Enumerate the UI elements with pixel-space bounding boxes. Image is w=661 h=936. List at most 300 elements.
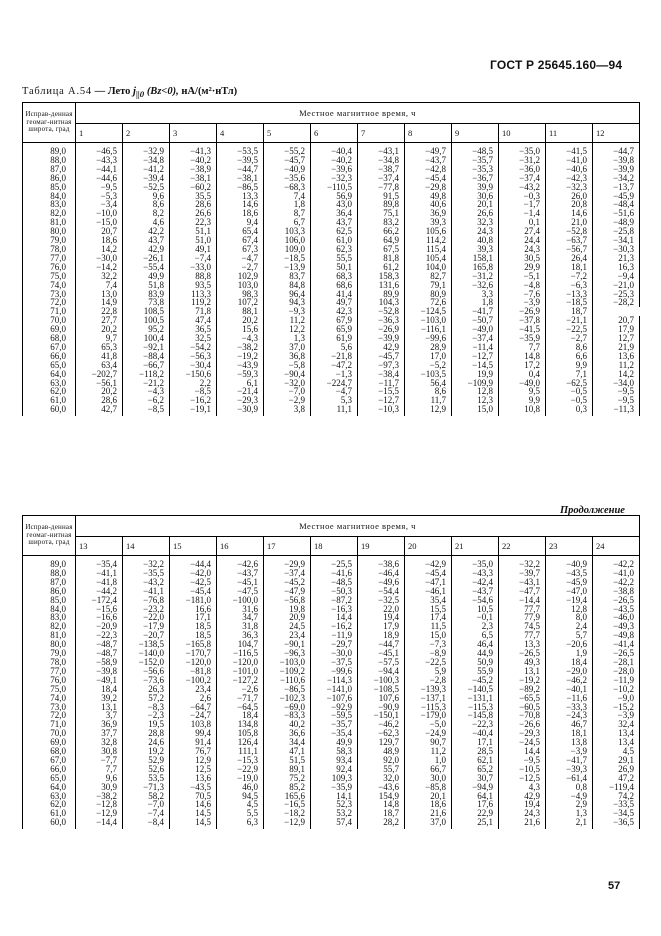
value-cell: −37,4 (358, 174, 405, 183)
value-cell: −101,0 (217, 667, 264, 676)
hour-header: 15 (170, 537, 217, 556)
value-cell: −109,9 (452, 379, 499, 388)
value-cell: 1,3 (546, 809, 593, 818)
value-cell: 74,5 (499, 622, 546, 631)
value-cell: 5,6 (311, 343, 358, 352)
value-cell: −45,4 (405, 174, 452, 183)
latitude-cell: 73,0 (23, 703, 76, 712)
value-cell: 115,4 (405, 245, 452, 254)
latitude-cell: 70,0 (23, 316, 76, 325)
value-cell: 74,2 (593, 792, 640, 801)
value-cell: −40,4 (452, 729, 499, 738)
value-cell: 104,7 (217, 640, 264, 649)
latitude-cell: 88,0 (23, 569, 76, 578)
value-cell: 56,4 (405, 379, 452, 388)
value-cell: 32,0 (358, 774, 405, 783)
value-cell: −41,1 (123, 587, 170, 596)
hour-header: 24 (593, 537, 640, 556)
value-cell: −103,0 (264, 658, 311, 667)
value-cell: 13,6 (593, 352, 640, 361)
value-cell: 37,0 (405, 818, 452, 829)
value-cell: 47,2 (593, 774, 640, 783)
value-cell: 39,3 (452, 245, 499, 254)
value-cell: 3,7 (76, 711, 123, 720)
value-cell: −45,9 (593, 192, 640, 201)
value-cell: −40,9 (264, 165, 311, 174)
value-cell: −49,3 (593, 622, 640, 631)
value-cell: 12,2 (264, 325, 311, 334)
value-cell: −29,3 (217, 396, 264, 405)
value-cell: −20,7 (123, 631, 170, 640)
value-cell: 34,4 (264, 738, 311, 747)
value-cell: −89,2 (499, 685, 546, 694)
value-cell: 71,8 (170, 307, 217, 316)
value-cell: −55,2 (264, 143, 311, 156)
hour-header: 17 (264, 537, 311, 556)
value-cell: −12,8 (76, 800, 123, 809)
value-cell: −51,6 (593, 209, 640, 218)
latitude-cell: 66,0 (23, 352, 76, 361)
value-cell: −99,6 (405, 334, 452, 343)
value-cell: −32,9 (123, 143, 170, 156)
value-cell: −41,2 (123, 165, 170, 174)
value-cell: −8,4 (123, 818, 170, 829)
value-cell: 24,6 (123, 738, 170, 747)
value-cell: 14,5 (170, 809, 217, 818)
value-cell: −3,4 (76, 200, 123, 209)
value-cell: −44,6 (76, 174, 123, 183)
value-cell: −10,2 (593, 685, 640, 694)
value-cell: 58,2 (123, 792, 170, 801)
value-cell: 32,3 (452, 218, 499, 227)
value-cell: −7,0 (123, 800, 170, 809)
latitude-cell: 77,0 (23, 667, 76, 676)
value-cell: 1,0 (405, 756, 452, 765)
value-cell: −65,5 (499, 694, 546, 703)
value-cell: −32,3 (546, 183, 593, 192)
value-cell: 15,6 (217, 325, 264, 334)
value-cell: −56,6 (123, 667, 170, 676)
value-cell: −38,9 (170, 165, 217, 174)
value-cell: −64,5 (217, 703, 264, 712)
latitude-cell: 74,0 (23, 694, 76, 703)
value-cell: 77,7 (499, 605, 546, 614)
latitude-cell: 89,0 (23, 143, 76, 156)
value-cell: −36,7 (452, 174, 499, 183)
value-cell: −15,0 (76, 218, 123, 227)
value-cell: −20,9 (76, 622, 123, 631)
value-cell: −45,4 (170, 587, 217, 596)
value-cell: −43,5 (170, 783, 217, 792)
value-cell: −140,0 (123, 649, 170, 658)
value-cell: −21,2 (123, 379, 170, 388)
value-cell: 8,6 (123, 200, 170, 209)
latitude-cell: 89,0 (23, 556, 76, 569)
value-cell: −28,1 (593, 658, 640, 667)
value-cell: 11,7 (405, 396, 452, 405)
value-cell: 14,5 (170, 818, 217, 829)
value-cell: 67,3 (217, 245, 264, 254)
value-cell: −47,0 (546, 587, 593, 596)
value-cell: 158,1 (452, 254, 499, 263)
value-cell: −21,1 (546, 316, 593, 325)
value-cell: 46,0 (217, 783, 264, 792)
value-cell: 92,4 (311, 765, 358, 774)
value-cell: −21,4 (217, 387, 264, 396)
value-cell: 8,2 (123, 209, 170, 218)
value-cell: −4,8 (499, 281, 546, 290)
value-cell: 21,3 (593, 254, 640, 263)
latitude-cell: 60,0 (23, 405, 76, 416)
value-cell: 61,0 (311, 236, 358, 245)
table-row (23, 556, 640, 569)
value-cell: −5,8 (264, 361, 311, 370)
value-cell: −16,3 (311, 605, 358, 614)
value-cell: −41,7 (452, 307, 499, 316)
value-cell: 103,3 (264, 227, 311, 236)
latitude-cell: 75,0 (23, 685, 76, 694)
value-cell: 17,1 (170, 613, 217, 622)
value-cell: 63,4 (76, 361, 123, 370)
value-cell: 62,3 (311, 245, 358, 254)
value-cell: −118,2 (123, 370, 170, 379)
value-cell: −26,9 (499, 307, 546, 316)
value-cell: −33,0 (170, 263, 217, 272)
value-cell: −35,5 (123, 569, 170, 578)
value-cell: 4,5 (593, 747, 640, 756)
value-cell: −41,5 (499, 325, 546, 334)
value-cell: −2,7 (546, 334, 593, 343)
value-cell: −44,4 (170, 556, 217, 569)
latitude-cell: 83,0 (23, 200, 76, 209)
value-cell: −100,2 (170, 676, 217, 685)
value-cell: 41,8 (76, 352, 123, 361)
value-cell: 94,3 (264, 298, 311, 307)
value-cell: −25,5 (311, 556, 358, 569)
value-cell: −35,9 (311, 783, 358, 792)
value-cell: −22,0 (123, 613, 170, 622)
value-cell: −76,8 (123, 596, 170, 605)
value-cell: 17,2 (499, 361, 546, 370)
value-cell: −13,3 (546, 290, 593, 299)
value-cell: 2,2 (170, 379, 217, 388)
value-cell: −35,4 (76, 556, 123, 569)
value-cell: −46,2 (546, 676, 593, 685)
hour-header: 21 (452, 537, 499, 556)
value-cell: 158,3 (358, 272, 405, 281)
hour-header: 1 (76, 124, 123, 143)
value-cell: −29,7 (311, 640, 358, 649)
value-cell: −0,5 (546, 387, 593, 396)
hour-header: 4 (217, 124, 264, 143)
latitude-cell: 63,0 (23, 792, 76, 801)
value-cell: −41,5 (546, 143, 593, 156)
value-cell: 26,4 (546, 254, 593, 263)
table-row (23, 818, 640, 829)
value-cell: 12,3 (452, 396, 499, 405)
value-cell: 24,4 (499, 236, 546, 245)
value-cell: 68,6 (311, 281, 358, 290)
value-cell: −39,4 (123, 174, 170, 183)
value-cell: 28,8 (123, 729, 170, 738)
value-cell: 26,0 (546, 192, 593, 201)
value-cell: 5,9 (405, 667, 452, 676)
value-cell: 50,9 (452, 658, 499, 667)
value-cell: −40,2 (311, 156, 358, 165)
latitude-cell: 71,0 (23, 307, 76, 316)
value-cell: −31,2 (452, 272, 499, 281)
value-cell: −35,0 (452, 556, 499, 569)
value-cell: −99,6 (311, 667, 358, 676)
hour-header: 6 (311, 124, 358, 143)
value-cell: −40,9 (546, 556, 593, 569)
value-cell: −8,3 (123, 703, 170, 712)
value-cell: −24,3 (546, 711, 593, 720)
value-cell: −43,3 (452, 569, 499, 578)
value-cell: −7,2 (546, 272, 593, 281)
value-cell: 40,6 (405, 200, 452, 209)
value-cell: 14,1 (311, 792, 358, 801)
value-cell: −0,5 (546, 396, 593, 405)
value-cell: −100,0 (217, 596, 264, 605)
value-cell: 57,2 (123, 694, 170, 703)
value-cell: 165,6 (264, 792, 311, 801)
value-cell: −86,5 (217, 183, 264, 192)
value-cell: 62,1 (452, 756, 499, 765)
value-cell: −9,5 (76, 183, 123, 192)
value-cell: −43,7 (405, 156, 452, 165)
value-cell: −11,9 (593, 676, 640, 685)
value-cell: 48,9 (358, 747, 405, 756)
value-cell: 40,8 (452, 236, 499, 245)
value-cell: −16,6 (76, 613, 123, 622)
value-cell: 18,1 (546, 263, 593, 272)
caption-condition: (Bz<0), (144, 86, 182, 97)
value-cell: 13,1 (499, 667, 546, 676)
value-cell: 1,8 (264, 200, 311, 209)
value-cell: 18,6 (76, 236, 123, 245)
value-cell: −15,6 (76, 605, 123, 614)
latitude-cell: 76,0 (23, 263, 76, 272)
value-cell: 119,2 (170, 298, 217, 307)
latitude-cell: 82,0 (23, 209, 76, 218)
value-cell: 46,7 (546, 720, 593, 729)
value-cell: 13,3 (499, 640, 546, 649)
value-cell: 154,9 (358, 792, 405, 801)
value-cell: −40,6 (546, 165, 593, 174)
value-cell: −36,0 (499, 165, 546, 174)
value-cell: 6,7 (264, 218, 311, 227)
value-cell: −6,2 (123, 396, 170, 405)
value-cell: −49,6 (358, 578, 405, 587)
value-cell: −35,3 (452, 165, 499, 174)
value-cell: −43,1 (499, 578, 546, 587)
value-cell: 107,2 (217, 298, 264, 307)
value-cell: −15,3 (217, 756, 264, 765)
value-cell: −34,1 (593, 236, 640, 245)
value-cell: 20,2 (76, 325, 123, 334)
value-cell: 15,5 (405, 605, 452, 614)
value-cell: −10,3 (358, 405, 405, 416)
value-cell: −11,7 (358, 379, 405, 388)
value-cell: −145,8 (452, 711, 499, 720)
value-cell: 62,5 (311, 227, 358, 236)
value-cell: −90,4 (264, 370, 311, 379)
value-cell: −24,5 (499, 738, 546, 747)
value-cell: 9,6 (76, 774, 123, 783)
caption-season: Лето (107, 86, 134, 97)
value-cell: 19,4 (358, 613, 405, 622)
value-cell: −63,7 (546, 236, 593, 245)
value-cell: −49,8 (593, 631, 640, 640)
value-cell: −44,1 (76, 165, 123, 174)
value-cell: −14,4 (499, 596, 546, 605)
value-cell: 8,6 (546, 343, 593, 352)
value-cell: 9,9 (499, 396, 546, 405)
value-cell: −47,5 (217, 587, 264, 596)
value-cell: 58,3 (311, 747, 358, 756)
value-cell: −43,5 (593, 605, 640, 614)
value-cell: 55,5 (311, 254, 358, 263)
latitude-cell: 63,0 (23, 379, 76, 388)
value-cell: −86,5 (264, 685, 311, 694)
value-cell: −0,1 (452, 613, 499, 622)
value-cell: −26,5 (593, 596, 640, 605)
value-cell: 24,3 (452, 227, 499, 236)
value-cell: −6,3 (546, 281, 593, 290)
value-cell: 113,3 (170, 290, 217, 299)
value-cell: 13,4 (593, 729, 640, 738)
value-cell: −58,9 (76, 658, 123, 667)
value-cell: −5,2 (405, 361, 452, 370)
value-cell: 52,9 (123, 756, 170, 765)
value-cell: −8,9 (405, 649, 452, 658)
value-cell: −5,1 (499, 272, 546, 281)
latitude-cell: 81,0 (23, 218, 76, 227)
latitude-header: Исправ-денная геомаг-нитная широта, град (23, 516, 76, 556)
table-hours-1-12 (22, 102, 640, 416)
value-cell: −56,8 (264, 596, 311, 605)
value-cell: −46,4 (358, 569, 405, 578)
value-cell: −54,6 (452, 596, 499, 605)
value-cell: −90,9 (358, 703, 405, 712)
value-cell: −7,4 (123, 809, 170, 818)
value-cell: 30,6 (452, 192, 499, 201)
value-cell: 0,1 (499, 218, 546, 227)
value-cell: 36,6 (264, 729, 311, 738)
value-cell: −44,2 (76, 587, 123, 596)
table-hours-13-24 (22, 515, 640, 829)
latitude-cell: 78,0 (23, 658, 76, 667)
value-cell: 88,8 (170, 272, 217, 281)
value-cell: 84,8 (264, 281, 311, 290)
value-cell: 18,5 (170, 631, 217, 640)
value-cell: −26,5 (593, 649, 640, 658)
value-cell: −4,7 (217, 254, 264, 263)
value-cell: −14,4 (76, 818, 123, 829)
value-cell: 106,0 (264, 236, 311, 245)
value-cell: 12,8 (452, 387, 499, 396)
value-cell: 42,2 (123, 227, 170, 236)
value-cell: −49,0 (499, 379, 546, 388)
value-cell: −71,7 (217, 694, 264, 703)
latitude-cell: 62,0 (23, 387, 76, 396)
value-cell: 42,9 (358, 343, 405, 352)
value-cell: −9,5 (499, 756, 546, 765)
value-cell: 7,4 (264, 192, 311, 201)
value-cell: −179,0 (405, 711, 452, 720)
value-cell: −30,4 (170, 361, 217, 370)
value-cell: 109,3 (311, 774, 358, 783)
value-cell: 83,7 (264, 272, 311, 281)
value-cell: −59,3 (217, 370, 264, 379)
value-cell: −3,9 (593, 711, 640, 720)
value-cell: −53,5 (217, 143, 264, 156)
value-cell: 14,6 (546, 209, 593, 218)
value-cell: 37,7 (76, 729, 123, 738)
value-cell: −48,7 (76, 640, 123, 649)
value-cell: 20,1 (452, 200, 499, 209)
value-cell: 28,6 (170, 200, 217, 209)
value-cell: 12,9 (405, 405, 452, 416)
value-cell: −32,2 (123, 556, 170, 569)
value-cell: −30,3 (593, 245, 640, 254)
value-cell: −10,0 (76, 209, 123, 218)
value-cell: 18,9 (358, 631, 405, 640)
value-cell: 51,1 (170, 227, 217, 236)
hour-header: 5 (264, 124, 311, 143)
value-cell: −41,3 (170, 143, 217, 156)
value-cell: −94,9 (452, 783, 499, 792)
value-cell: 14,4 (311, 613, 358, 622)
value-cell: 23,4 (264, 631, 311, 640)
value-cell: 89,1 (264, 765, 311, 774)
value-cell: −116,5 (217, 649, 264, 658)
value-cell: −110,5 (311, 183, 358, 192)
value-cell: −109,2 (264, 667, 311, 676)
value-cell: −15,5 (358, 387, 405, 396)
value-cell: −59,5 (311, 711, 358, 720)
value-cell: −34,2 (593, 174, 640, 183)
value-cell: −41,0 (593, 569, 640, 578)
value-cell: −35,9 (499, 334, 546, 343)
value-cell: 11,2 (264, 316, 311, 325)
value-cell: 57,4 (311, 818, 358, 829)
value-cell: −131,1 (452, 694, 499, 703)
value-cell: 75,1 (358, 209, 405, 218)
latitude-cell: 74,0 (23, 281, 76, 290)
value-cell: −28,0 (593, 667, 640, 676)
value-cell: −140,5 (452, 685, 499, 694)
value-cell: 9,7 (76, 334, 123, 343)
latitude-cell: 72,0 (23, 298, 76, 307)
value-cell: 53,5 (123, 774, 170, 783)
value-cell: −39,5 (217, 156, 264, 165)
value-cell: −38,6 (358, 556, 405, 569)
value-cell: 42,7 (76, 405, 123, 416)
latitude-cell: 72,0 (23, 711, 76, 720)
value-cell: −43,3 (76, 156, 123, 165)
value-cell: 17,6 (452, 800, 499, 809)
value-cell: −150,6 (170, 370, 217, 379)
latitude-cell: 69,0 (23, 325, 76, 334)
value-cell: −120,0 (170, 658, 217, 667)
value-cell: −29,9 (264, 556, 311, 569)
hour-header: 13 (76, 537, 123, 556)
latitude-cell: 86,0 (23, 174, 76, 183)
value-cell: 68,3 (311, 272, 358, 281)
value-cell: 32,8 (76, 738, 123, 747)
